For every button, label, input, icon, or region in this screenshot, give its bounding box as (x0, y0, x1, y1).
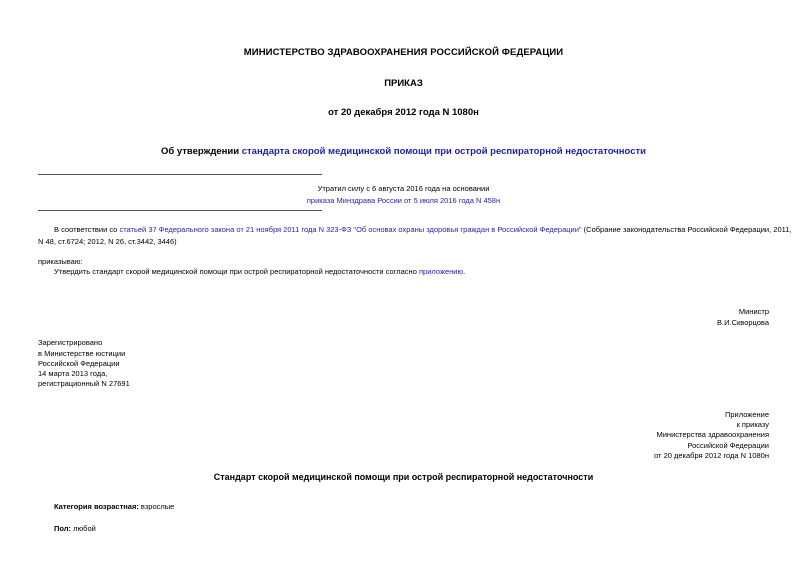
signature-name: В.И.Скворцова (717, 318, 769, 327)
approve-suffix: . (463, 267, 466, 276)
sex-category (54, 524, 96, 533)
preamble-line-1 (54, 225, 792, 234)
appendix-line: от 20 декабря 2012 года N 1080н (654, 451, 769, 460)
age-label: Категория возрастная: (54, 502, 139, 511)
appendix-line: Российской Федерации (687, 441, 769, 450)
age-category (54, 502, 174, 511)
appendix-line: Министерства здравоохранения (656, 430, 769, 439)
registration-line: Российской Федерации (38, 359, 120, 368)
preamble-prefix: В соответствии со (54, 225, 120, 234)
divider-bottom (38, 210, 322, 211)
order-word: приказываю: (38, 257, 83, 266)
appendix-line: к приказу (736, 420, 769, 429)
approval-heading (0, 146, 807, 157)
lost-force-line (0, 196, 807, 205)
law-article-link[interactable]: статьей 37 Федерального закона от 21 ноября 2011 года N 323-ФЗ "Об основах охраны здоровья граждан в Российской Федерации" (119, 225, 582, 234)
sex-label: Пол: (54, 524, 72, 533)
signature-title: Министр (738, 307, 769, 316)
standard-link[interactable]: стандарта скорой медицинской помощи при острой респираторной недостаточности (241, 146, 646, 157)
approve-prefix: Утвердить стандарт скорой медицинской помощи при острой респираторной недостаточности согласно (54, 267, 419, 276)
ministry-heading: МИНИСТЕРСТВО ЗДРАВООХРАНЕНИЯ РОССИЙСКОЙ ФЕДЕРАЦИИ (243, 47, 564, 58)
divider-top (38, 174, 322, 175)
age-value: взрослые (138, 502, 175, 511)
repeal-order-link[interactable]: приказа Минздрава России от 5 июля 2016 года N 458н (306, 196, 501, 205)
order-date: от 20 декабря 2012 года N 1080н (328, 107, 479, 118)
approve-line (54, 267, 465, 276)
registration-line: регистрационный N 27691 (38, 379, 130, 388)
registration-line: Зарегистрировано (38, 338, 103, 347)
order-title: ПРИКАЗ (384, 78, 423, 89)
appendix-link[interactable]: приложению (418, 267, 464, 276)
approval-prefix: Об утверждении (160, 146, 242, 157)
registration-line: в Министерстве юстиции (38, 349, 126, 358)
lost-force-note: Утратил силу с 6 августа 2016 года на основании (317, 184, 490, 193)
appendix-line: Приложение (725, 410, 769, 419)
preamble-line-2: N 48, ст.6724; 2012, N 26, ст.3442, 3446) (38, 237, 177, 246)
preamble-suffix: (Собрание законодательства Российской Федерации, 2011, (581, 225, 792, 234)
sex-value: любой (71, 524, 96, 533)
registration-line: 14 марта 2013 года, (38, 369, 108, 378)
standard-title: Стандарт скорой медицинской помощи при острой респираторной недостаточности (213, 472, 594, 482)
